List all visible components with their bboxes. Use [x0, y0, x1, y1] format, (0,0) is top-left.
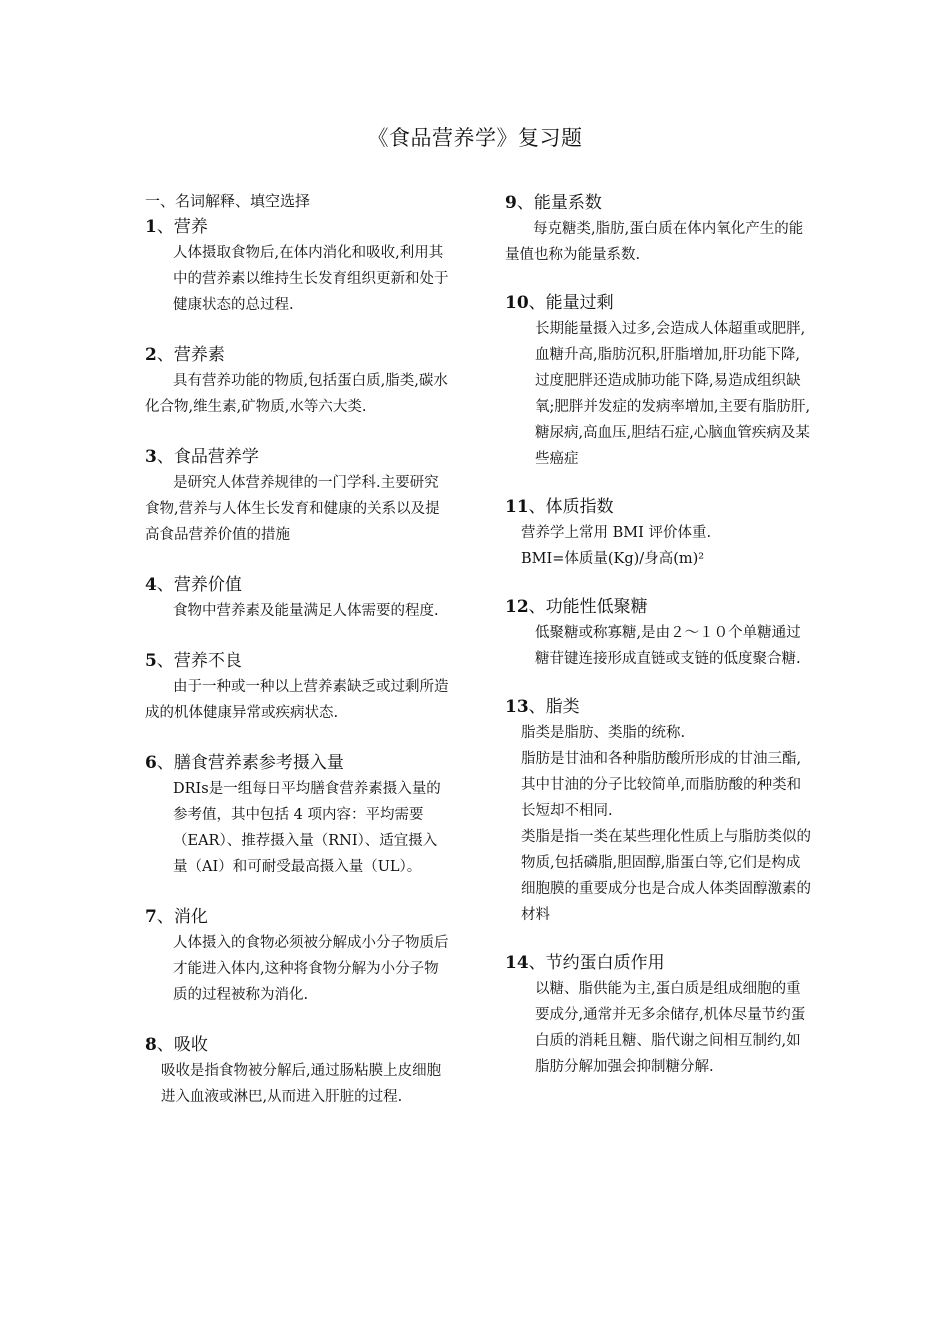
definition-paragraph: 由于一种或一种以上营养素缺乏或过剩所造成的机体健康异常或疾病状态. — [145, 679, 449, 721]
definition-paragraph: 人体摄取食物后,在体内消化和吸收,利用其中的营养素以维持生长发育组织更新和处于健康状态的总过程. — [173, 245, 449, 313]
term-title: 吸收 — [173, 1035, 208, 1055]
term-title: 能量过剩 — [545, 293, 614, 313]
definition-paragraph: DRIs是一组每日平均膳食营养素摄入量的参考值，其中包括 4 项内容：平均需要（EAR）、推荐摄入量（RNI）、适宜摄入量（AI）和可耐受最高摄入量（UL）。 — [173, 781, 441, 875]
term-title: 功能性低聚糖 — [545, 597, 648, 617]
term-item — [505, 494, 811, 572]
definition-paragraph: 脂类是脂肪、类脂的统称. — [521, 725, 686, 741]
term-heading: 14、节约蛋白质作用 — [505, 953, 665, 973]
term-number: 1 — [145, 217, 157, 237]
term-definition — [145, 776, 450, 880]
definition-paragraph: 低聚糖或称寡糖,是由２～１０个单糖通过糖苷键连接形成直链或支链的低度聚合糖. — [535, 625, 801, 667]
right-item-list — [505, 190, 811, 1080]
term-item — [505, 694, 811, 928]
term-item — [505, 290, 811, 472]
term-heading: 8、吸收 — [145, 1035, 208, 1055]
term-item — [145, 648, 450, 726]
term-item — [505, 190, 811, 268]
term-item — [145, 444, 450, 548]
definition-paragraph: 吸收是指食物被分解后,通过肠粘膜上皮细胞进入血液或淋巴,从而进入肝脏的过程. — [161, 1063, 442, 1105]
term-number: 3 — [145, 447, 157, 467]
term-number: 11 — [505, 497, 529, 517]
term-number: 5 — [145, 651, 157, 671]
term-item — [505, 594, 811, 672]
definition-paragraph: 食物中营养素及能量满足人体需要的程度. — [173, 603, 439, 619]
term-definition — [505, 620, 811, 672]
term-number: 6 — [145, 753, 157, 773]
term-heading: 11、体质指数 — [505, 497, 614, 517]
term-number: 12 — [505, 597, 529, 617]
definition-paragraph: 长期能量摄入过多,会造成人体超重或肥胖,血糖升高,脂肪沉积,肝脂增加,肝功能下降,过度肥胖还造成肺功能下降,易造成组织缺氧;肥胖并发症的发病率增加,主要有脂肪肝,糖尿病,高血压,胆结石症,心脑血管疾病及某些癌症 — [535, 321, 811, 467]
term-heading: 4、营养价值 — [145, 575, 242, 595]
term-title: 能量系数 — [533, 193, 602, 213]
term-definition — [505, 216, 811, 268]
definition-paragraph: 类脂是指一类在某些理化性质上与脂肪类似的物质,包括磷脂,胆固醇,脂蛋白等,它们是构成细胞膜的重要成分也是合成人体类固醇激素的材料 — [521, 829, 811, 923]
term-title: 营养不良 — [173, 651, 242, 671]
term-title: 消化 — [173, 907, 208, 927]
definition-paragraph: 脂肪是甘油和各种脂肪酸所形成的甘油三酯,其中甘油的分子比较简单,而脂肪酸的种类和长短却不相同. — [521, 751, 802, 819]
term-definition — [505, 720, 811, 928]
term-heading: 7、消化 — [145, 907, 208, 927]
term-definition — [145, 598, 450, 624]
term-heading: 2、营养素 — [145, 345, 225, 365]
term-item — [145, 904, 450, 1008]
term-title: 食品营养学 — [173, 447, 259, 467]
definition-paragraph: 具有营养功能的物质,包括蛋白质,脂类,碳水化合物,维生素,矿物质,水等六大类. — [145, 373, 448, 415]
term-definition — [505, 520, 811, 572]
definition-paragraph: 是研究人体营养规律的一门学科.主要研究食物,营养与人体生长发育和健康的关系以及提高食品营养价值的措施 — [145, 475, 440, 543]
term-title: 脂类 — [545, 697, 580, 717]
definition-paragraph: 人体摄入的食物必须被分解成小分子物质后才能进入体内,这种将食物分解为小分子物质的过程被称为消化. — [173, 935, 449, 1003]
term-definition — [145, 674, 450, 726]
term-heading: 10、能量过剩 — [505, 293, 614, 313]
left-item-list — [145, 214, 450, 1110]
term-number: 2 — [145, 345, 157, 365]
term-number: 14 — [505, 953, 529, 973]
term-heading: 9、能量系数 — [505, 193, 602, 213]
term-definition — [145, 470, 450, 548]
term-item — [505, 950, 811, 1080]
term-title: 营养价值 — [173, 575, 242, 595]
term-heading: 5、营养不良 — [145, 651, 242, 671]
section-heading: 一、名词解释、填空选择 — [145, 192, 311, 210]
definition-paragraph: 每克糖类,脂肪,蛋白质在体内氧化产生的能量值也称为能量系数. — [505, 221, 804, 263]
term-definition — [145, 1058, 450, 1110]
left-column — [145, 190, 450, 1134]
term-number: 9 — [505, 193, 517, 213]
term-number: 7 — [145, 907, 157, 927]
term-number: 10 — [505, 293, 529, 313]
term-number: 4 — [145, 575, 157, 595]
term-title: 营养素 — [173, 345, 225, 365]
term-number: 13 — [505, 697, 529, 717]
term-heading: 13、脂类 — [505, 697, 580, 717]
term-title: 体质指数 — [545, 497, 614, 517]
definition-paragraph: BMI=体质量(Kg)/身高(m)² — [521, 551, 705, 567]
term-item — [145, 342, 450, 420]
term-number: 8 — [145, 1035, 157, 1055]
term-heading: 3、食品营养学 — [145, 447, 259, 467]
term-definition — [145, 240, 450, 318]
term-heading: 1、营养 — [145, 217, 208, 237]
term-title: 节约蛋白质作用 — [545, 953, 665, 973]
right-column — [505, 190, 811, 1102]
term-heading: 12、功能性低聚糖 — [505, 597, 648, 617]
term-definition — [505, 316, 811, 472]
term-heading: 6、膳食营养素参考摄入量 — [145, 753, 344, 773]
term-item — [145, 214, 450, 318]
definition-paragraph: 营养学上常用 BMI 评价体重. — [521, 525, 712, 541]
term-title: 膳食营养素参考摄入量 — [173, 753, 344, 773]
definition-paragraph: 以糖、脂供能为主,蛋白质是组成细胞的重要成分,通常并无多余储存,机体尽量节约蛋白质的消耗且糖、脂代谢之间相互制约,如脂肪分解加强会抑制糖分解. — [535, 981, 806, 1075]
term-item — [145, 1032, 450, 1110]
term-item — [145, 572, 450, 624]
term-definition — [145, 930, 450, 1008]
document-title: 《食品营养学》复习题 — [367, 126, 583, 150]
term-definition — [145, 368, 450, 420]
term-definition — [505, 976, 811, 1080]
term-title: 营养 — [173, 217, 208, 237]
term-item — [145, 750, 450, 880]
